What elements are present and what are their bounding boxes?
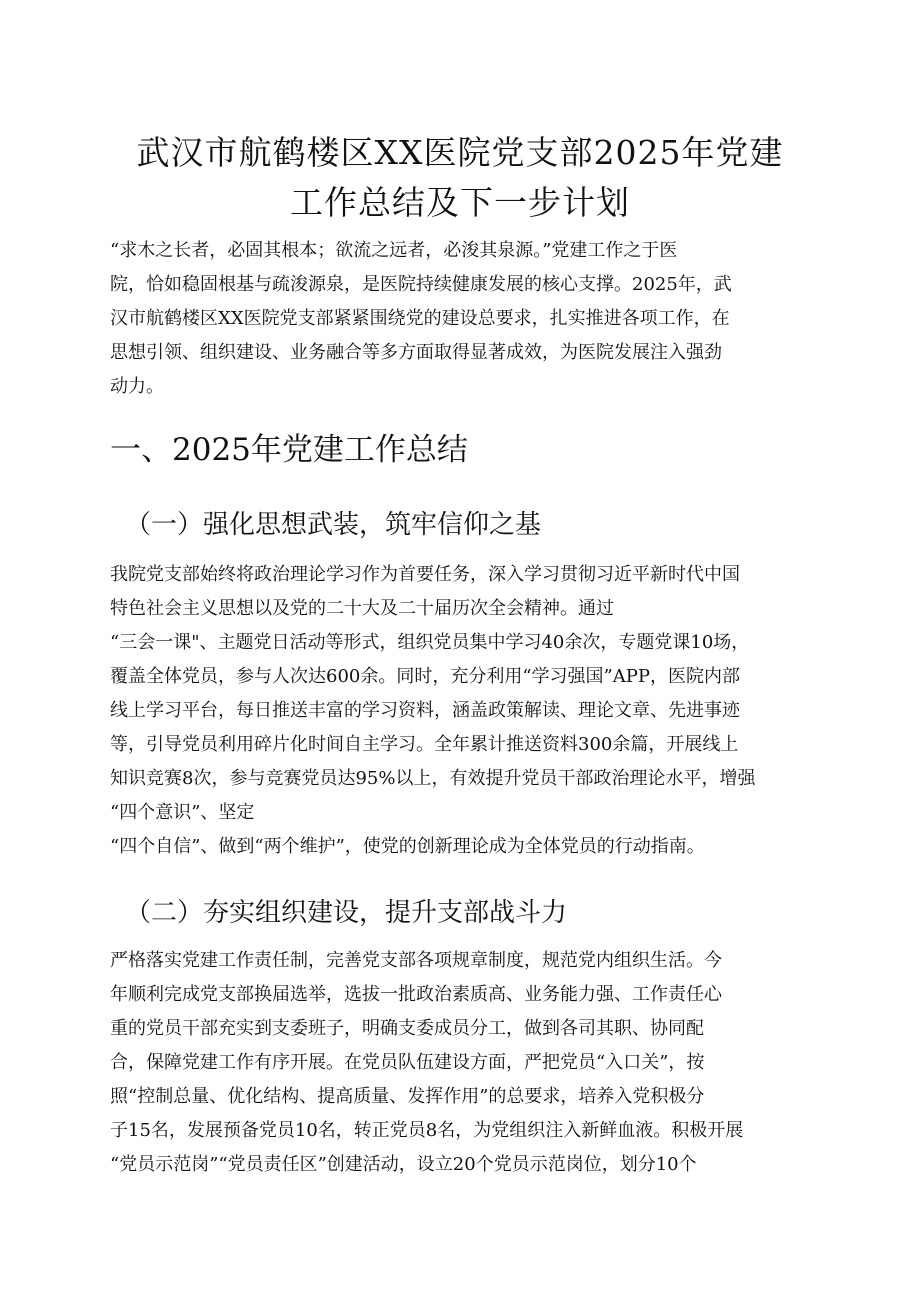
text-line: “四个意识”、坚定 [110,802,255,823]
text-line: 覆盖全体党员，参与人次达600余。同时，充分利用“学习强国”APP，医院内部 [110,666,740,687]
text-line: 思想引领、组织建设、业务融合等多方面取得显著成效，为医院发展注入强劲 [110,342,722,363]
text-line: 子15名，发展预备党员10名，转正党员8名，为党组织注入新鲜血液。积极开展 [110,1120,744,1141]
text-line: 汉市航鹤楼区XX医院党支部紧紧围绕党的建设总要求，扎实推进各项工作，在 [110,308,730,329]
text-line: 院，恰如稳固根基与疏浚源泉，是医院持续健康发展的核心支撑。2025年，武 [110,274,732,295]
text-line: 线上学习平台，每日推送丰富的学习资料，涵盖政策解读、理论文章、先进事迹 [110,700,740,721]
text-line: “三会一课"、主题党日活动等形式，组织党员集中学习40余次，专题党课10场， [110,632,750,653]
text-line: “求木之长者，必固其根本；欲流之远者，必浚其泉源。”党建工作之于医 [110,240,678,261]
text-line: 等，引导党员利用碎片化时间自主学习。全年累计推送资料300余篇，开展线上 [110,734,739,755]
text-line: 合，保障党建工作有序开展。在党员队伍建设方面，严把党员“入口关”，按 [110,1052,705,1073]
text-line: 重的党员干部充实到支委班子，明确支委成员分工，做到各司其职、协同配 [110,1018,704,1039]
subsection-heading: （一）强化思想武装，筑牢信仰之基 [125,510,542,540]
text-line: 照“控制总量、优化结构、提高质量、发挥作用”的总要求，培养入党积极分 [110,1086,705,1107]
text-line: “党员示范岗”“党员责任区”创建活动，设立20个党员示范岗位，划分10个 [110,1154,697,1175]
subsection-heading: （二）夯实组织建设，提升支部战斗力 [125,898,568,928]
text-line: 年顺利完成党支部换届选举，选拔一批政治素质高、业务能力强、工作责任心 [110,984,722,1005]
section-heading: 一、2025年党建工作总结 [110,432,468,468]
text-line: 特色社会主义思想以及党的二十大及二十届历次全会精神。通过 [110,598,614,619]
text-line: 严格落实党建工作责任制，完善党支部各项规章制度，规范党内组织生活。今 [110,950,722,971]
intro-paragraph [110,234,820,404]
subsection-paragraph [110,558,820,864]
title-line: 武汉市航鹤楼区XX医院党支部2025年党建 [136,133,784,172]
document-title [110,128,810,228]
title-line: 工作总结及下一步计划 [290,183,630,222]
text-line: 我院党支部始终将政治理论学习作为首要任务，深入学习贯彻习近平新时代中国 [110,564,740,585]
text-line: “四个自信”、做到“两个维护”，使党的创新理论成为全体党员的行动指南。 [110,836,705,857]
subsection-paragraph [110,944,820,1182]
text-line: 知识竞赛8次，参与竞赛党员达95%以上，有效提升党员干部政治理论水平，增强 [110,768,756,789]
text-line: 动力。 [110,376,164,397]
